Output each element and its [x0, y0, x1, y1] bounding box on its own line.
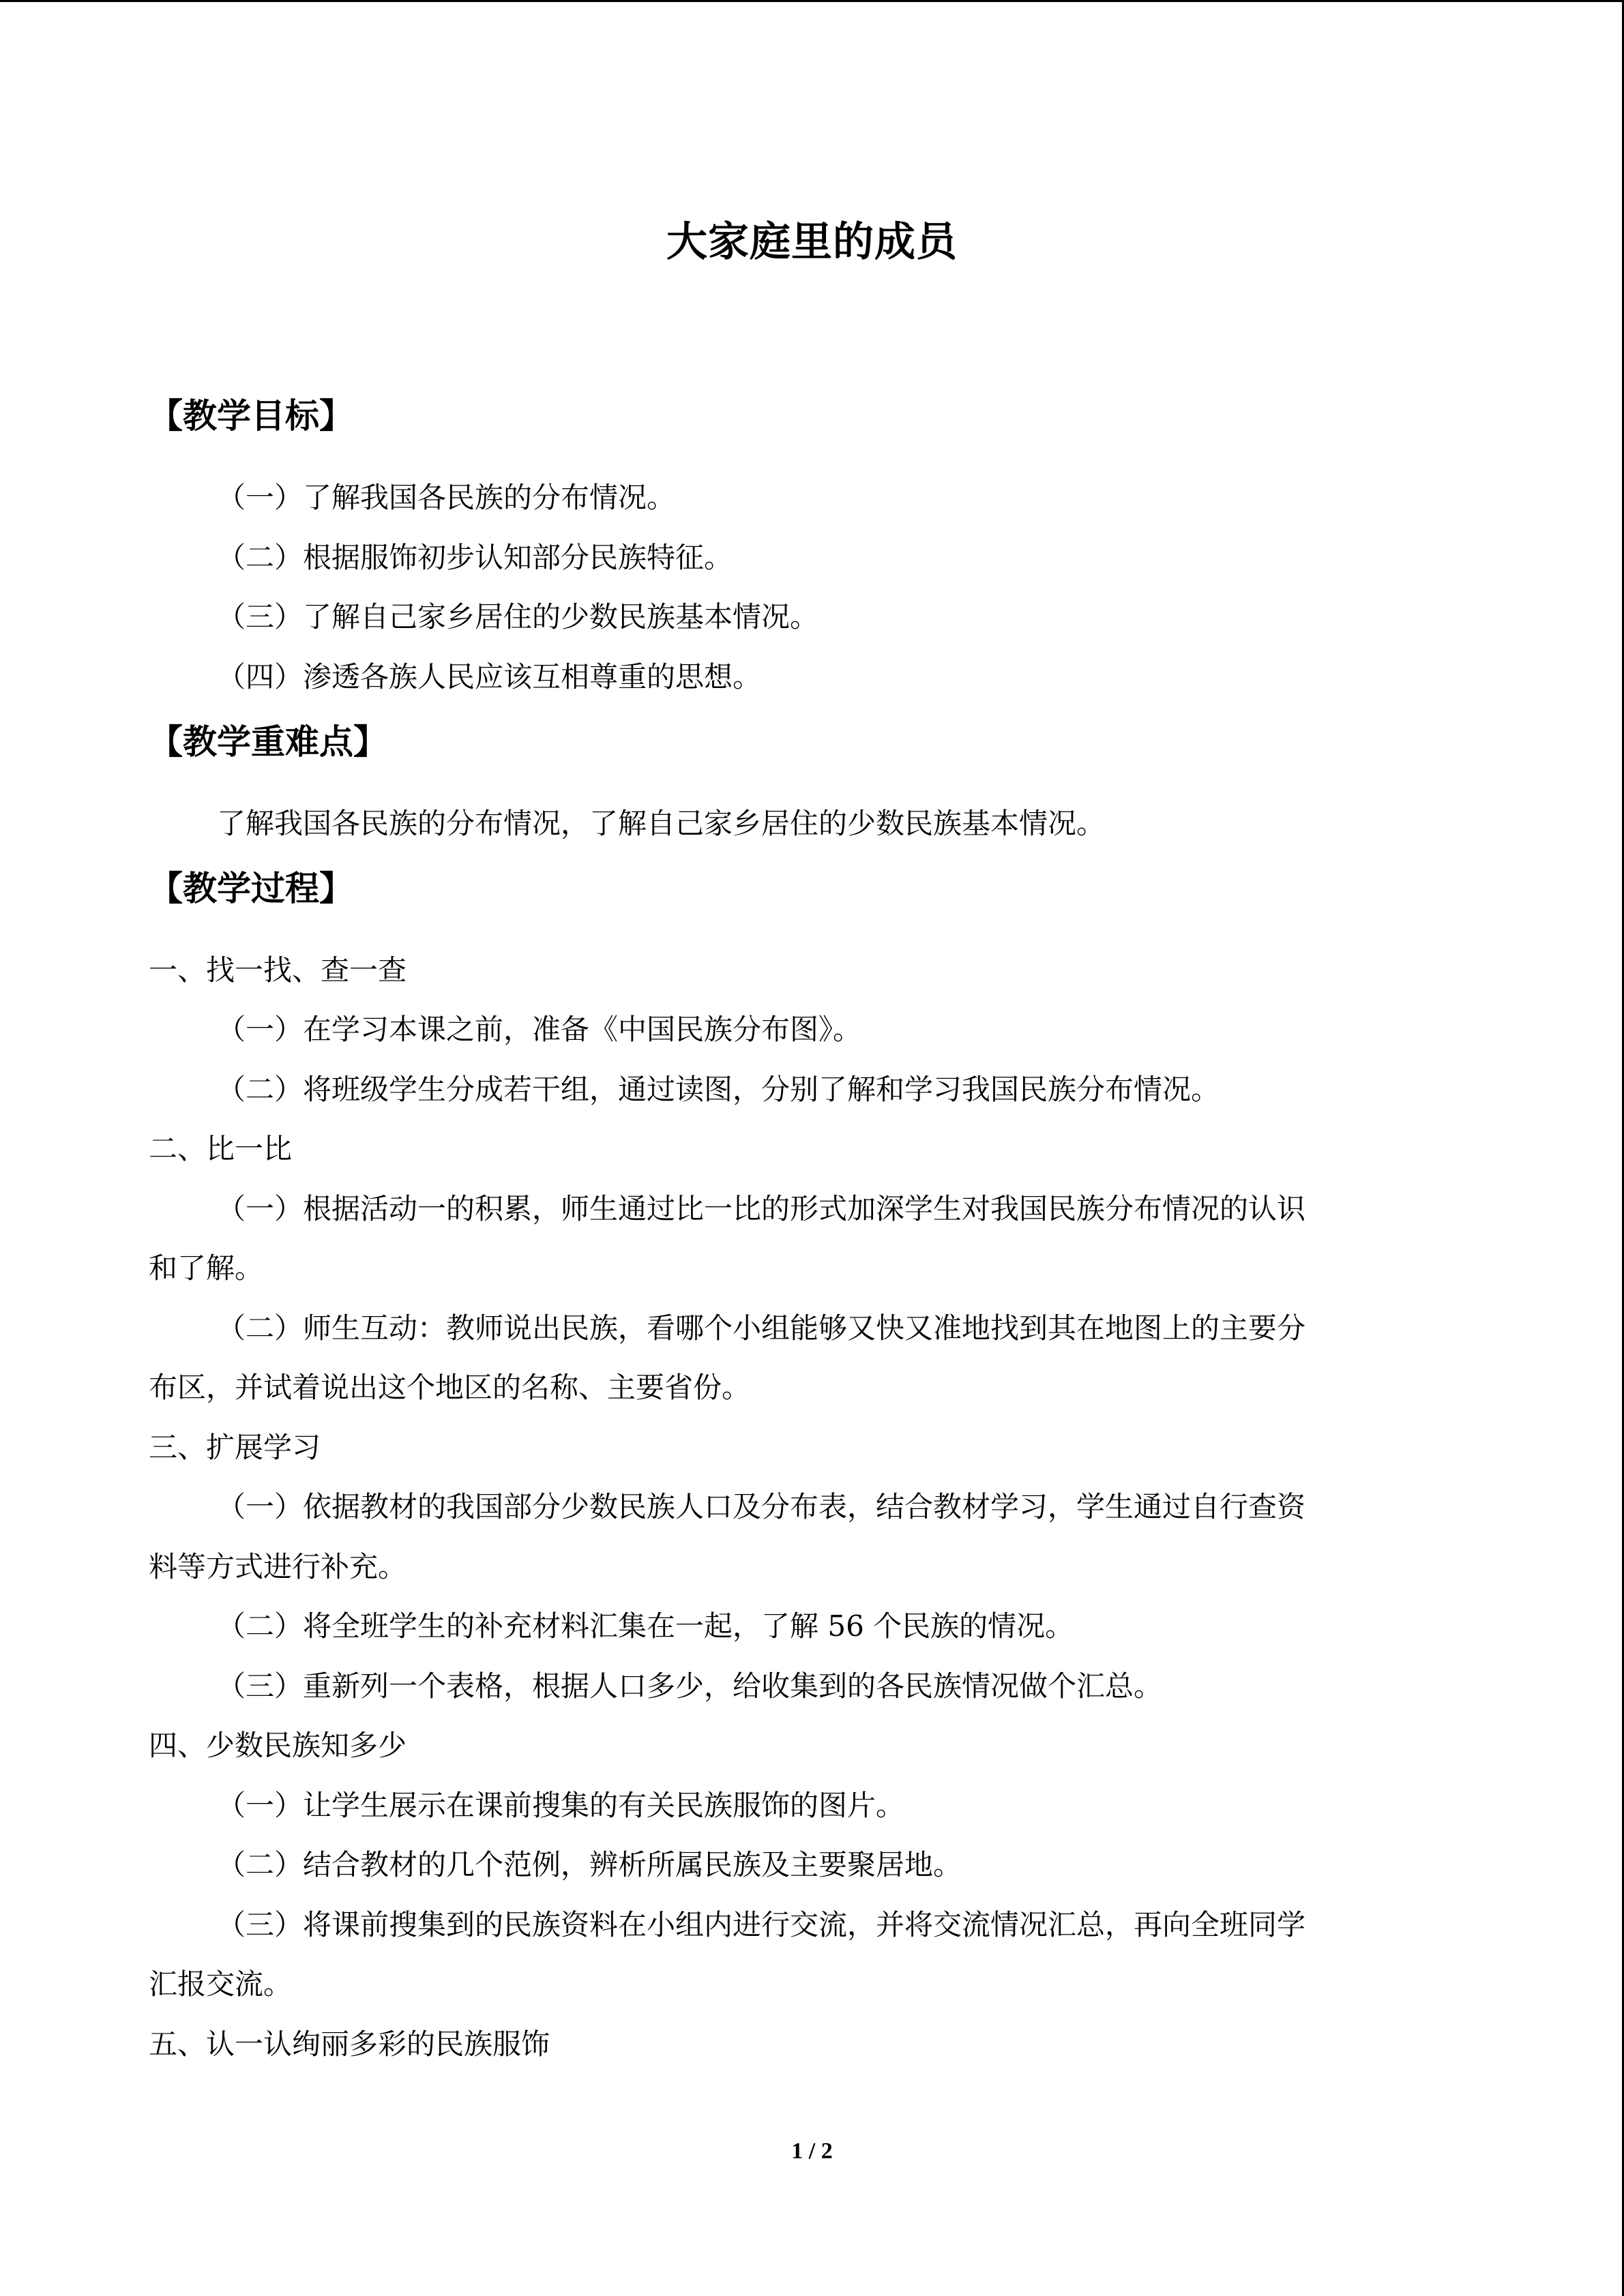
- process-part2-item-2-line-2: 布区，并试着说出这个地区的名称、主要省份。: [149, 1371, 751, 1404]
- process-part2-item-2-line-1: （二）师生互动：教师说出民族，看哪个小组能够又快又准地找到其在地图上的主要分: [217, 1311, 1306, 1345]
- process-part4-item-3-line-1: （三）将课前搜集到的民族资料在小组内进行交流，并将交流情况汇总，再向全班同学: [217, 1908, 1306, 1941]
- objective-item-3: （三）了解自己家乡居住的少数民族基本情况。: [217, 600, 819, 633]
- key-points-text: 了解我国各民族的分布情况，了解自己家乡居住的少数民族基本情况。: [217, 807, 1106, 840]
- section-heading-objectives: 【教学目标】: [149, 396, 353, 436]
- process-part1-title: 一、找一找、查一查: [149, 953, 407, 987]
- process-part2-title: 二、比一比: [149, 1132, 293, 1165]
- process-part3-item-1-line-2: 料等方式进行补充。: [149, 1550, 407, 1583]
- process-part4-item-3-line-2: 汇报交流。: [149, 1967, 293, 2001]
- process-part3-item-2: （二）将全班学生的补充材料汇集在一起，了解 56 个民族的情况。: [217, 1609, 1074, 1643]
- process-part3-item-3: （三）重新列一个表格，根据人口多少，给收集到的各民族情况做个汇总。: [217, 1669, 1163, 1703]
- process-part3-title: 三、扩展学习: [149, 1431, 321, 1464]
- process-part1-item-2: （二）将班级学生分成若干组，通过读图，分别了解和学习我国民族分布情况。: [217, 1073, 1220, 1106]
- process-part4-item-2: （二）结合教材的几个范例，辨析所属民族及主要聚居地。: [217, 1848, 962, 1881]
- process-part4-title: 四、少数民族知多少: [149, 1729, 407, 1762]
- process-part1-item-1: （一）在学习本课之前，准备《中国民族分布图》。: [217, 1013, 862, 1046]
- page-title: 大家庭里的成员: [666, 218, 958, 266]
- section-heading-key-points: 【教学重难点】: [149, 721, 387, 762]
- process-part2-item-1-line-1: （一）根据活动一的积累，师生通过比一比的形式加深学生对我国民族分布情况的认识: [217, 1192, 1306, 1225]
- section-heading-process: 【教学过程】: [149, 868, 353, 908]
- objective-item-1: （一）了解我国各民族的分布情况。: [217, 481, 676, 514]
- process-part3-item-1-line-1: （一）依据教材的我国部分少数民族人口及分布表，结合教材学习，学生通过自行查资: [217, 1490, 1306, 1523]
- process-part2-item-1-line-2: 和了解。: [149, 1251, 264, 1285]
- page-number: 1 / 2: [791, 2138, 833, 2164]
- objective-item-2: （二）根据服饰初步认知部分民族特征。: [217, 541, 733, 574]
- objective-item-4: （四）渗透各族人民应该互相尊重的思想。: [217, 660, 762, 694]
- process-part5-title: 五、认一认绚丽多彩的民族服饰: [149, 2027, 550, 2061]
- process-part4-item-1: （一）让学生展示在课前搜集的有关民族服饰的图片。: [217, 1789, 905, 1822]
